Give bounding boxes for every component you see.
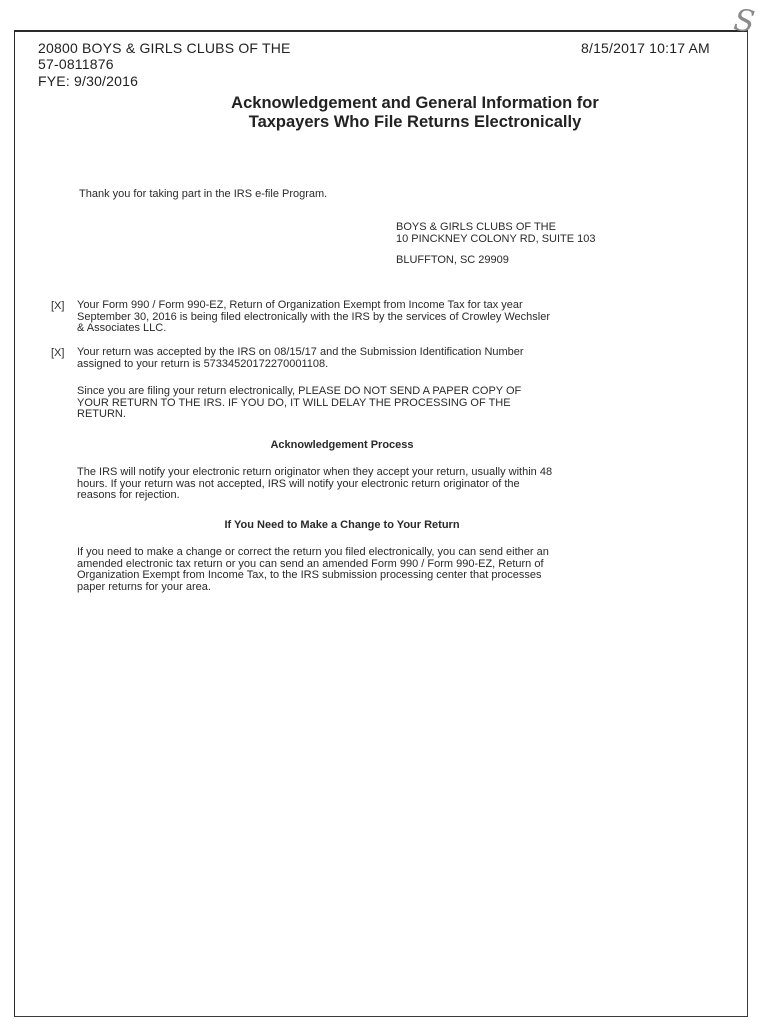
item-1-line-1: Your Form 990 / Form 990-EZ, Return of Organization Exempt from Income Tax for tax year — [77, 299, 523, 311]
handwritten-mark: S — [731, 2, 757, 41]
notice-line-1: Since you are filing your return electronically, PLEASE DO NOT SEND A PAPER COPY OF — [77, 385, 522, 397]
item-2-line-1: Your return was accepted by the IRS on 08/15/17 and the Submission Identification Number — [77, 346, 524, 358]
change-line-4: paper returns for your area. — [77, 580, 211, 593]
change-line-3: Organization Exempt from Income Tax, to the IRS submission processing center that processes — [77, 569, 542, 582]
item-1-line-3: & Associates LLC. — [77, 322, 167, 335]
title-line-1: Acknowledgement and General Information for — [231, 94, 599, 112]
notice-line-3: RETURN. — [77, 408, 126, 421]
acknowledgement-text — [77, 467, 617, 502]
checkbox-mark-2: [X] — [51, 347, 65, 359]
notice-line-2: YOUR RETURN TO THE IRS. IF YOU DO, IT WILL DELAY THE PROCESSING OF THE — [77, 396, 511, 409]
ack-line-1: The IRS will notify your electronic return originator when they accept your return, usually within 48 — [77, 466, 553, 478]
address-line-3: BLUFFTON, SC 29909 — [396, 254, 509, 266]
title-line-2: Taxpayers Who File Returns Electronically — [248, 113, 582, 131]
mailing-address — [396, 221, 596, 266]
print-datetime: 8/15/2017 10:17 AM — [581, 40, 710, 56]
fiscal-year-end: FYE: 9/30/2016 — [38, 73, 139, 89]
change-line-1: If you need to make a change or correct the return you filed electronically, you can send either an — [77, 546, 549, 558]
change-line-2: amended electronic tax return or you can send an amended Form 990 / Form 990-EZ, Return of — [77, 557, 544, 570]
page-title — [180, 94, 650, 132]
item-1-line-2: September 30, 2016 is being filed electronically with the IRS by the services of Crowley Wechsler — [77, 310, 551, 323]
section-heading-change: If You Need to Make a Change to Your Return — [224, 519, 460, 531]
checkbox-mark-1: [X] — [51, 300, 65, 312]
ack-line-2: hours. If your return was not accepted, IRS will notify your electronic return originator of the — [77, 477, 520, 490]
list-item — [77, 347, 622, 370]
item-2-line-2: assigned to your return is 57334520172270001108. — [77, 357, 329, 370]
intro-text: Thank you for taking part in the IRS e-file Program. — [79, 188, 328, 200]
client-line: 20800 BOYS & GIRLS CLUBS OF THE — [38, 40, 291, 56]
section-heading-acknowledgement: Acknowledgement Process — [270, 439, 414, 451]
address-line-2: 10 PINCKNEY COLONY RD, SUITE 103 — [396, 233, 596, 245]
ein: 57-0811876 — [38, 56, 114, 72]
paper-copy-notice — [77, 386, 617, 421]
ack-line-3: reasons for rejection. — [77, 489, 180, 502]
list-item — [77, 300, 622, 335]
change-text — [77, 547, 617, 593]
address-line-1: BOYS & GIRLS CLUBS OF THE — [396, 221, 556, 233]
